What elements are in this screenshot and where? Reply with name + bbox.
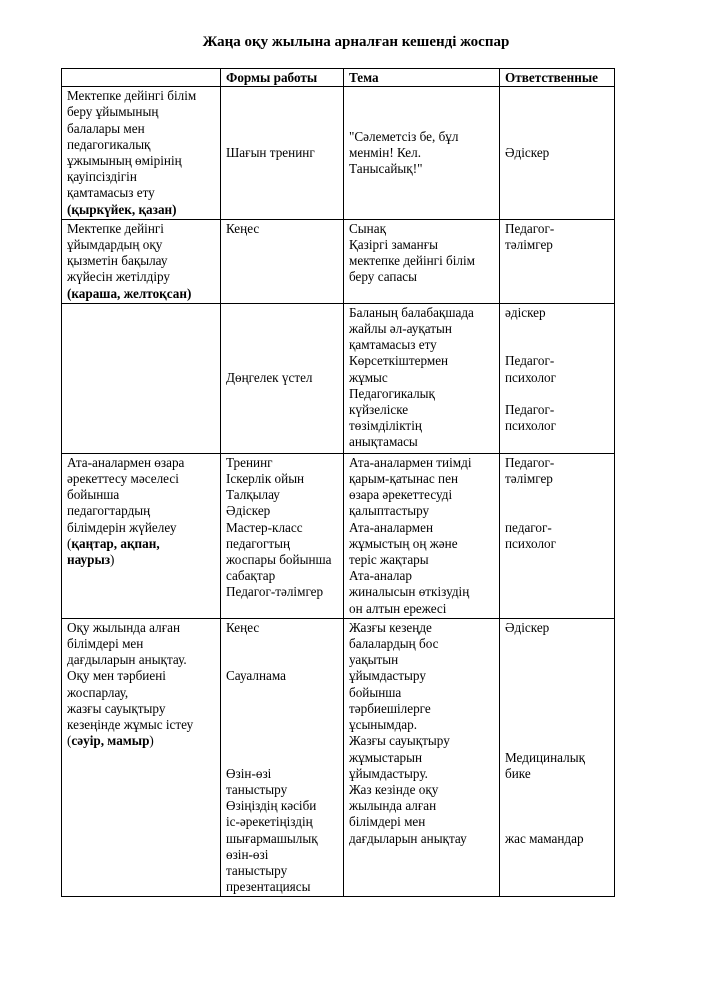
task-line: Ата-аналармен өзара [67,454,185,470]
theme-line: Жазғы сауықтыру [349,733,450,749]
form-line: Талқылау [226,487,280,503]
theme-line: өзара әрекеттесуді [349,487,453,503]
form-line: шығармашылық [226,830,318,846]
header-responsible: Ответственные [500,69,615,87]
form-spacer [226,685,340,701]
theme-line: жайлы әл-ауқатын [349,321,452,337]
header-task [62,69,221,87]
responsible-line: педагог- [505,519,552,535]
form-line: Өзіңіздің кәсіби [226,798,317,814]
theme-line: қамтамасыз ету [349,337,437,353]
responsible-spacer [505,782,611,798]
plan-table [61,68,615,897]
task-line: ұйымдардың оқу [67,237,163,253]
task-line: балалары мен [67,120,145,136]
form-line: Іскерлік ойын [226,471,305,487]
theme-line: он алтын ережесі [349,600,447,616]
form-spacer [226,701,340,717]
responsible-spacer [505,701,611,717]
responsible-line: психолог [505,535,557,551]
theme-cell [344,87,500,220]
header-theme: Тема [344,69,500,87]
form-line: Мастер-класс [226,519,303,535]
theme-cell [344,303,500,453]
theme-line: жұмыстың оң және [349,535,458,551]
responsible-line: тәлімгер [505,471,553,487]
responsible-cell [500,453,615,618]
theme-line: балалардың бос [349,636,439,652]
form-line: Әдіскер [226,503,271,519]
responsible-cell [500,219,615,303]
theme-line: беру сапасы [349,269,418,285]
task-line: бойынша [67,487,120,503]
task-line: Мектепке дейінгі білім [67,88,197,104]
responsible-cell [500,87,615,220]
responsible-spacer [505,814,611,830]
responsible-spacer [505,386,611,402]
theme-cell [344,219,500,303]
theme-line: Ата-аналармен [349,519,433,535]
task-line: қызметін бақылау [67,253,168,269]
form-spacer [226,717,340,733]
theme-line: мектепке дейінгі білім [349,253,476,269]
theme-line: Жаз кезінде оқу [349,781,439,797]
theme-line: жылында алған [349,798,437,814]
task-line: ұжымының өмірінің [67,153,182,169]
form-line: Шағын тренинг [226,144,315,160]
task-line: жоспарлау, [67,684,129,700]
table-row [62,453,615,618]
form-cell [221,219,344,303]
theme-line: "Сәлеметсіз бе, бұл [349,128,459,144]
theme-line: жиналысын өткізудің [349,584,470,600]
task-line: әрекеттесу мәселесі [67,471,179,487]
theme-line: ұсынымдар. [349,717,418,733]
responsible-line: жас мамандар [505,830,584,846]
form-line: іс-әрекетіңіздің [226,814,313,830]
form-spacer [226,636,340,652]
theme-line: Көрсеткіштермен [349,353,449,369]
theme-line: анықтамасы [349,434,418,450]
theme-line: уақытын [349,652,399,668]
form-line: Тренинг [226,454,273,470]
responsible-line: әдіскер [505,304,546,320]
task-cell [62,303,221,453]
form-line: Өзін-өзі [226,765,272,781]
task-cell [62,453,221,618]
theme-cell [344,618,500,896]
theme-line: ұйымдастыру [349,668,426,684]
form-line: Педагог-тәлімгер [226,584,324,600]
form-spacer [226,750,340,766]
form-line: таныстыру [226,781,288,797]
task-line: қауіпсіздігін [67,169,137,185]
form-line: Кеңес [226,220,260,236]
paren-open: ( [67,733,72,749]
task-line: беру ұйымының [67,104,159,120]
theme-line: менмін! Кел. [349,144,422,160]
form-line: Кеңес [226,619,260,635]
task-period-line [67,552,217,568]
form-line: презентациясы [226,879,311,895]
theme-line: жұмыс [349,369,388,385]
task-line: дағдыларын анықтау. [67,652,187,668]
theme-line: ұйымдастыру. [349,765,428,781]
responsible-spacer [505,321,611,337]
task-cell [62,219,221,303]
form-spacer [226,733,340,749]
form-spacer [226,652,340,668]
task-line: қамтамасыз ету [67,185,155,201]
responsible-line: психолог [505,369,557,385]
table-row [62,303,615,453]
task-period: (қыркүйек, қазан) [67,201,177,217]
responsible-line: психолог [505,418,557,434]
theme-line: Сынақ [349,220,386,236]
responsible-spacer [505,487,611,503]
theme-line: теріс жақтары [349,552,429,568]
responsible-line: тәлімгер [505,237,553,253]
table-row [62,87,615,220]
theme-line: қалыптастыру [349,503,430,519]
form-cell [221,303,344,453]
task-cell [62,87,221,220]
responsible-cell [500,303,615,453]
table-row [62,219,615,303]
paren-close: ) [149,733,154,749]
table-header-row [62,69,615,87]
responsible-line: Педагог- [505,454,555,470]
responsible-spacer [505,503,611,519]
theme-line: бойынша [349,684,402,700]
form-line: Дөңгелек үстел [226,370,313,386]
task-period: сәуір, мамыр [71,733,150,749]
header-form: Формы работы [221,69,344,87]
responsible-spacer [505,798,611,814]
theme-line: жұмыстарын [349,749,423,765]
theme-line: төзімділіктің [349,418,422,434]
theme-line: Педагогикалық [349,385,435,401]
responsible-spacer [505,668,611,684]
theme-line: дағдыларын анықтау [349,830,467,846]
form-cell [221,87,344,220]
responsible-line: Медициналық [505,749,585,765]
document-title: Жаңа оқу жылына арналған кешенді жоспар [202,34,510,50]
responsible-spacer [505,733,611,749]
form-line: жоспары бойынша [226,552,332,568]
form-line: өзін-өзі [226,846,269,862]
theme-line: Ата-аналар [349,568,412,584]
task-cell [62,618,221,896]
form-cell [221,618,344,896]
theme-line: күйзеліске [349,402,409,418]
task-period-line [67,536,217,552]
theme-line: Баланың балабақшада [349,304,474,320]
form-line: педагогтың [226,535,291,551]
task-line: білімдері мен [67,636,144,652]
task-line: педагогикалық [67,136,151,152]
paren-open: ( [67,535,72,551]
form-line: сабақтар [226,568,276,584]
responsible-spacer [505,337,611,353]
task-period: (караша, желтоқсан) [67,285,192,301]
table-row [62,618,615,896]
theme-line: Танысайық!" [349,161,423,177]
task-period: қаңтар, ақпан, [71,535,160,551]
paren-close: ) [110,552,115,568]
task-line: жүйесін жетілдіру [67,269,171,285]
responsible-line: Педагог- [505,353,555,369]
task-line: Оқу жылында алған [67,619,181,635]
theme-line: білімдері мен [349,814,426,830]
theme-line: Қазіргі заманғы [349,237,438,253]
responsible-spacer [505,636,611,652]
task-period-2: наурыз [67,552,111,568]
task-line: педагогтардың [67,503,151,519]
responsible-spacer [505,717,611,733]
form-line: Сауалнама [226,668,286,684]
task-line: Мектепке дейінгі [67,220,164,236]
responsible-line: бике [505,765,531,781]
theme-line: Ата-аналармен тиімді [349,454,472,470]
responsible-spacer [505,685,611,701]
form-line: таныстыру [226,862,288,878]
task-line: жазғы сауықтыру [67,700,166,716]
responsible-line: Педагог- [505,402,555,418]
task-period-line [67,733,217,749]
theme-line: Жазғы кезеңде [349,619,432,635]
theme-cell [344,453,500,618]
theme-line: қарым-қатынас пен [349,471,459,487]
form-cell [221,453,344,618]
task-line: кезеңінде жұмыс істеу [67,717,194,733]
responsible-spacer [505,652,611,668]
theme-line: тәрбиешілерге [349,700,431,716]
responsible-line: Әдіскер [505,144,550,160]
task-line: Оқу мен тәрбиені [67,668,166,684]
responsible-cell [500,618,615,896]
responsible-line: Әдіскер [505,619,550,635]
task-line: білімдерін жүйелеу [67,519,177,535]
responsible-line: Педагог- [505,220,555,236]
